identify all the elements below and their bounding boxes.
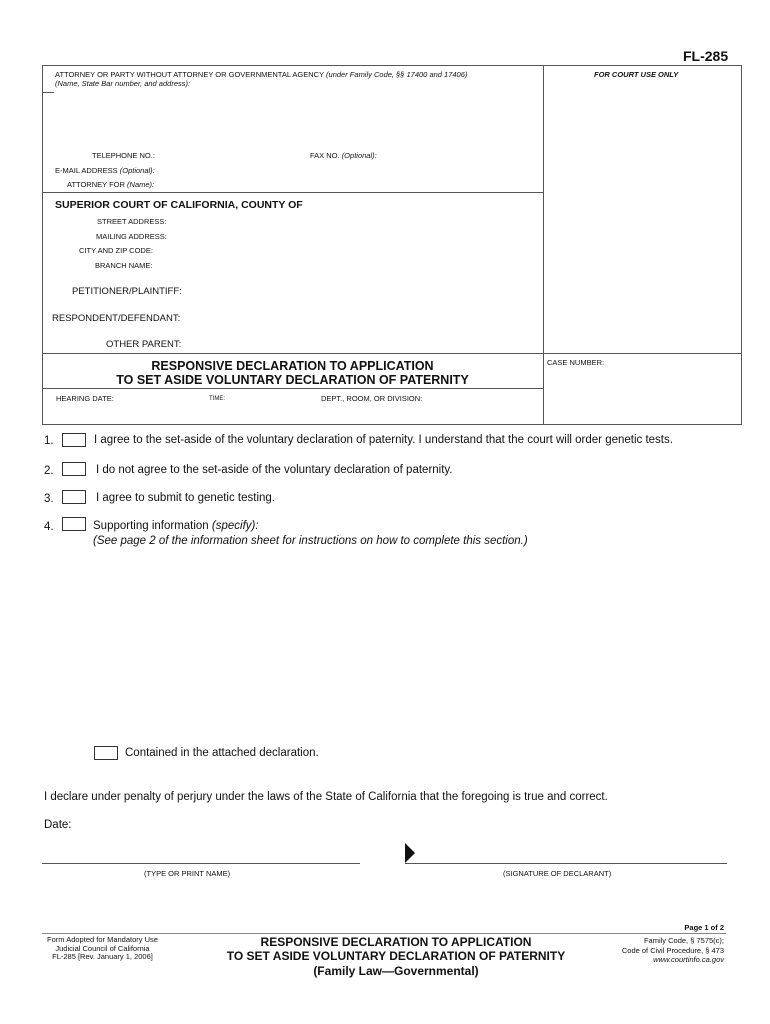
item-number: 2. [44,465,54,477]
street-address-label: STREET ADDRESS: [97,217,167,226]
other-parent-label: OTHER PARENT: [106,339,182,350]
item-2-checkbox[interactable] [62,462,86,476]
footer-left: Form Adopted for Mandatory Use Judicial Council of California FL-285 [Rev. January 1, 2006] [47,935,158,961]
item-4-text: Supporting information (specify): [93,520,259,532]
hearing-date-label: HEARING DATE: [56,394,114,403]
divider [42,65,742,66]
item-3-checkbox[interactable] [62,490,86,504]
divider [42,388,543,389]
attorney-sub: (Name, State Bar number, and address): [55,79,191,88]
petitioner-label: PETITIONER/PLAINTIFF: [72,286,182,297]
item-2-text: I do not agree to the set-aside of the voluntary declaration of paternity. [96,464,453,476]
divider [543,65,544,425]
item-4-sub: (See page 2 of the information sheet for instructions on how to complete this section.) [93,535,528,547]
telephone-label: TELEPHONE NO.: [92,151,155,160]
item-4-checkbox[interactable] [62,517,86,531]
email-label: E-MAIL ADDRESS (Optional): [55,166,155,175]
item-number: 4. [44,521,54,533]
divider [42,933,726,934]
time-label: TIME: [209,396,225,402]
city-zip-label: CITY AND ZIP CODE: [79,246,153,255]
respondent-label: RESPONDENT/DEFENDANT: [52,313,181,324]
name-label: (TYPE OR PRINT NAME) [144,869,231,878]
footer-title: RESPONSIVE DECLARATION TO APPLICATION TO SET ASIDE VOLUNTARY DECLARATION OF PATERNITY (Family Law—Governmental) [226,935,566,978]
item-number: 3. [44,493,54,505]
form-id: FL-285 [683,48,729,64]
court-use-label: FOR COURT USE ONLY [594,70,679,79]
dept-label: DEPT., ROOM, OR DIVISION: [321,394,423,403]
attorney-label: ATTORNEY OR PARTY WITHOUT ATTORNEY OR GOVERNMENTAL AGENCY (under Family Code, §§ 17400 and 17406) [55,70,468,79]
fax-label: FAX NO. (Optional): [310,151,377,160]
arrow-icon [405,843,415,863]
item-1-checkbox[interactable] [62,433,86,447]
signature-line[interactable] [405,863,727,864]
divider [42,192,543,193]
attached-declaration-text: Contained in the attached declaration. [125,747,319,759]
case-number-label: CASE NUMBER: [547,358,605,367]
divider [741,65,742,425]
item-1-text: I agree to the set-aside of the voluntary declaration of paternity. I understand that the court will order genetic tests. [94,434,673,446]
date-label: Date: [44,819,72,831]
divider [42,92,54,93]
divider [42,353,742,354]
signature-label: (SIGNATURE OF DECLARANT) [503,869,612,878]
attached-declaration-checkbox[interactable] [94,746,118,760]
item-number: 1. [44,435,54,447]
form-title: RESPONSIVE DECLARATION TO APPLICATION TO SET ASIDE VOLUNTARY DECLARATION OF PATERNITY [116,359,469,387]
attorney-for-label: ATTORNEY FOR (Name): [67,180,155,189]
page-number: Page 1 of 2 [684,923,724,932]
declaration-statement: I declare under penalty of perjury under the laws of the State of California that the foregoing is true and correct. [44,791,608,803]
name-line[interactable] [42,863,360,864]
divider [42,424,742,425]
mailing-address-label: MAILING ADDRESS: [96,232,167,241]
court-title: SUPERIOR COURT OF CALIFORNIA, COUNTY OF [55,199,303,211]
footer-right: Family Code, § 7575(c); Code of Civil Procedure, § 473 www.courtinfo.ca.gov [621,936,724,964]
branch-name-label: BRANCH NAME: [95,261,153,270]
item-3-text: I agree to submit to genetic testing. [96,492,275,504]
